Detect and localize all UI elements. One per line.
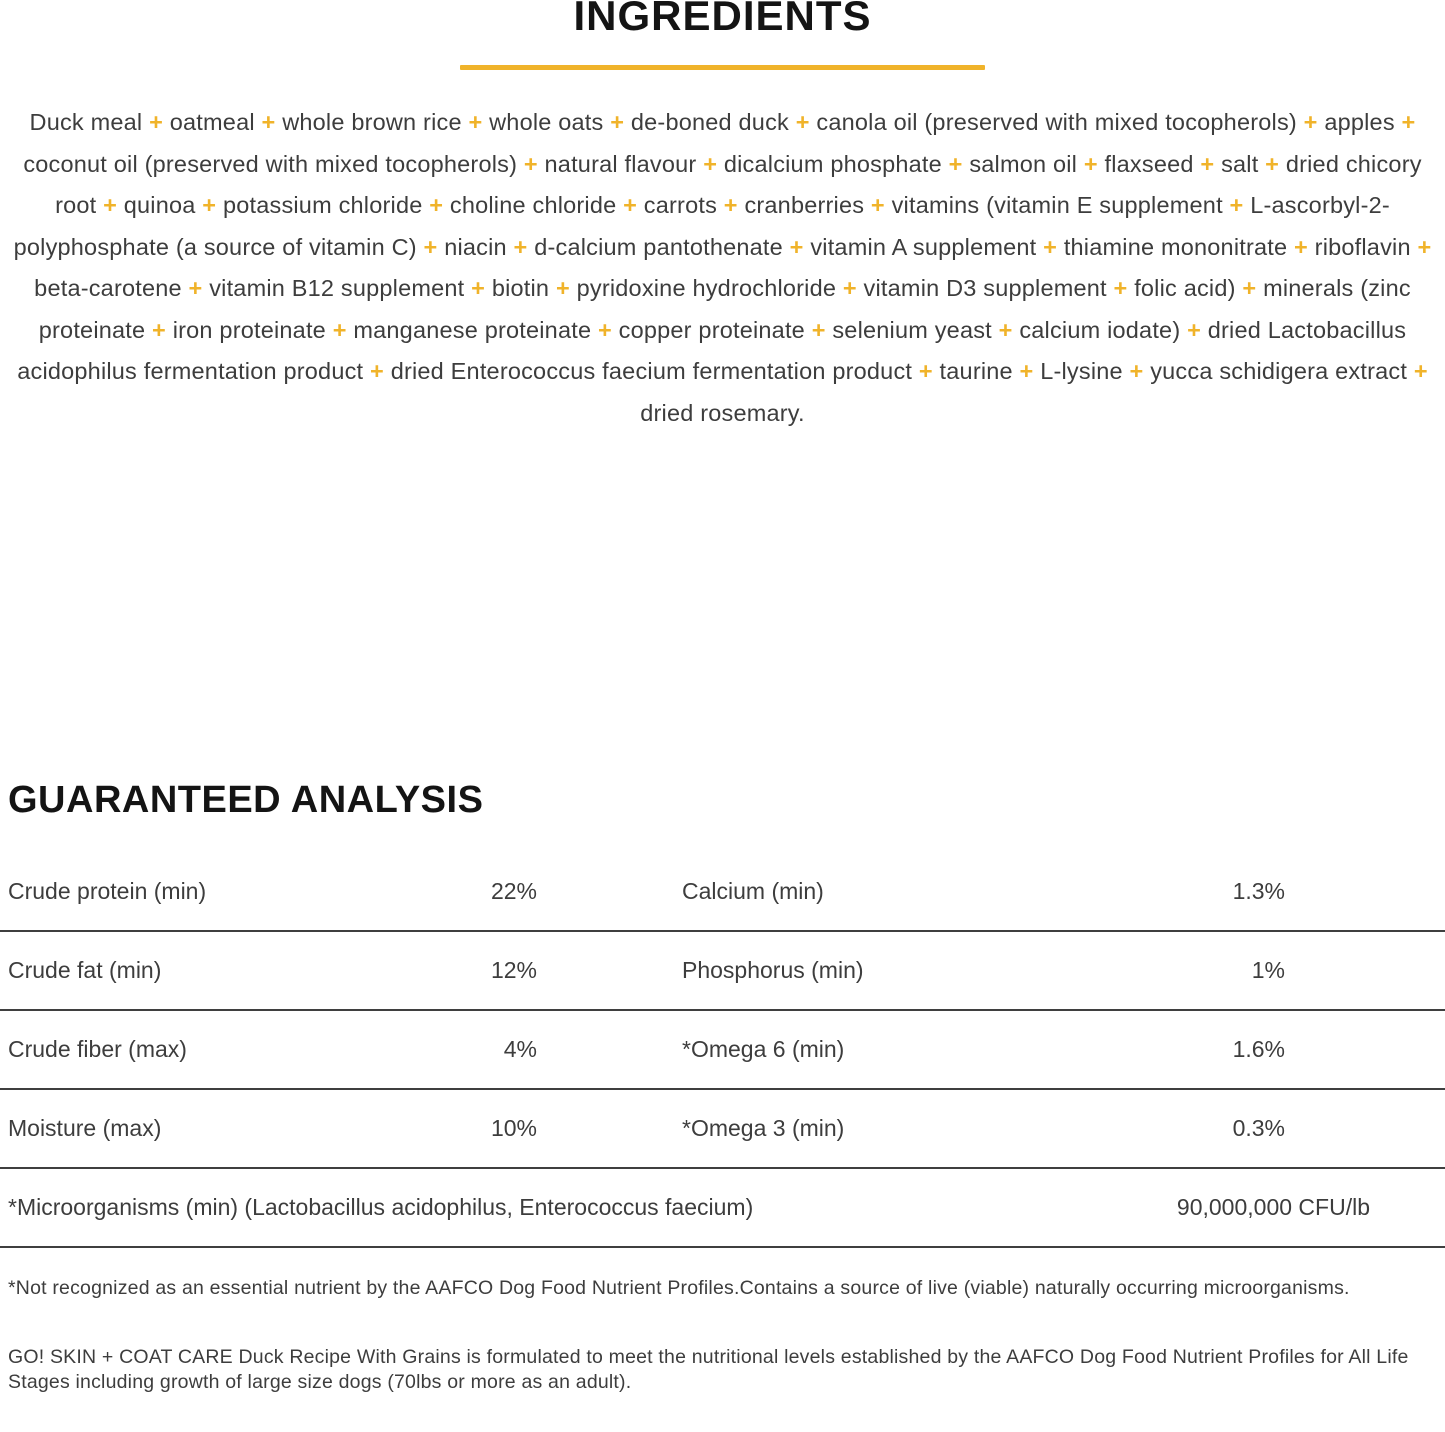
analysis-label: Phosphorus (min) [682,957,864,984]
footnote-formulation-statement: GO! SKIN + COAT CARE Duck Recipe With Grains is formulated to meet the nutritional levels established by the AAFCO Dog Food Nutrient Profiles for All Life Stages including growth of large size dogs (70lbs or more as an adult). [8,1346,1409,1394]
analysis-cell [682,957,1285,984]
analysis-cell [8,878,537,905]
ingredients-list: Duck meal + oatmeal + whole brown rice + whole oats + de-boned duck + canola oil (preserved with mixed tocopherols) + apples + coconut oil (preserved with mixed tocopherols) + natural flavour + dicalcium phosphate + salmon oil + flaxseed + salt + dried chicory root + quinoa + potassium chloride + choline chloride + carrots + cranberries + vitamins (vitamin E supplement + L-ascorbyl-2-polyphosphate (a source of vitamin C) + niacin + d-calcium pantothenate + vitamin A supplement + thiamine mononitrate + riboflavin + beta-carotene + vitamin B12 supplement + biotin + pyridoxine hydrochloride + vitamin D3 supplement + folic acid) + minerals (zinc proteinate + iron proteinate + manganese proteinate + copper proteinate + selenium yeast + calcium iodate) + dried Lactobacillus acidophilus fermentation product + dried Enterococcus faecium fermentation product + taurine + L-lysine + yucca schidigera extract + dried rosemary. [13,109,1432,426]
plus-separator-icon: + [789,233,804,260]
analysis-value: 12% [490,957,537,984]
plus-separator-icon: + [513,233,528,260]
analysis-cell [8,1036,537,1063]
plus-separator-icon: + [703,150,718,177]
analysis-label: Crude fat (min) [8,957,162,984]
plus-separator-icon: + [998,316,1013,343]
analysis-value: 1% [1251,957,1285,984]
plus-separator-icon: + [918,358,933,385]
plus-separator-icon: + [1019,358,1034,385]
plus-separator-icon: + [1187,316,1202,343]
plus-separator-icon: + [597,316,612,343]
analysis-label: Moisture (max) [8,1115,162,1142]
plus-separator-icon: + [623,192,638,219]
plus-separator-icon: + [370,358,384,385]
plus-separator-icon: + [1413,358,1428,385]
analysis-value: 4% [503,1036,537,1063]
plus-separator-icon: + [842,275,857,302]
analysis-row-protein-calcium [0,853,1445,932]
analysis-cell [682,1115,1285,1142]
plus-separator-icon: + [723,192,738,219]
analysis-value: 90,000,000 CFU/lb [1176,1194,1370,1221]
analysis-label: *Microorganisms (min) (Lactobacillus acidophilus, Enterococcus faecium) [8,1194,754,1221]
plus-separator-icon: + [103,192,118,219]
footnote-aafco-microorganisms: *Not recognized as an essential nutrient by the AAFCO Dog Food Nutrient Profiles.Contains a source of live (viable) naturally occurring microorganisms. [8,1277,1350,1300]
analysis-cell [682,878,1285,905]
plus-separator-icon: + [429,192,444,219]
guaranteed-analysis-title: GUARANTEED ANALYSIS [8,779,484,822]
plus-separator-icon: + [1294,233,1308,260]
plus-separator-icon: + [1265,150,1280,177]
plus-separator-icon: + [1229,192,1244,219]
plus-separator-icon: + [468,109,483,136]
plus-separator-icon: + [1417,233,1432,260]
analysis-cell [682,1036,1285,1063]
analysis-label: Crude protein (min) [8,878,207,905]
analysis-cell [8,1115,537,1142]
analysis-label: *Omega 6 (min) [682,1036,845,1063]
analysis-row-fat-phosphorus [0,932,1445,1011]
plus-separator-icon: + [1200,150,1215,177]
plus-separator-icon: + [1401,109,1416,136]
plus-separator-icon: + [523,150,538,177]
plus-separator-icon: + [152,316,166,343]
analysis-value: 22% [490,878,537,905]
plus-separator-icon: + [1083,150,1098,177]
analysis-row-microorganisms [0,1169,1445,1248]
plus-separator-icon: + [1242,275,1257,302]
plus-separator-icon: + [261,109,276,136]
ingredients-title: INGREDIENTS [573,0,872,39]
plus-separator-icon: + [1113,275,1128,302]
plus-separator-icon: + [423,233,438,260]
plus-separator-icon: + [1129,358,1144,385]
analysis-cell [8,957,537,984]
title-underline [460,65,985,70]
plus-separator-icon: + [870,192,885,219]
guaranteed-analysis-table [0,853,1445,1248]
plus-separator-icon: + [610,109,625,136]
plus-separator-icon: + [149,109,164,136]
analysis-value: 1.3% [1232,878,1285,905]
plus-separator-icon: + [1303,109,1318,136]
plus-separator-icon: + [811,316,826,343]
plus-separator-icon: + [948,150,963,177]
plus-separator-icon: + [202,192,217,219]
footnotes [0,1276,1445,1395]
analysis-label: Calcium (min) [682,878,824,905]
analysis-value: 10% [490,1115,537,1142]
plus-separator-icon: + [1043,233,1058,260]
analysis-label: Crude fiber (max) [8,1036,187,1063]
plus-separator-icon: + [188,275,203,302]
analysis-label: *Omega 3 (min) [682,1115,845,1142]
analysis-row-fiber-omega6 [0,1011,1445,1090]
analysis-value: 1.6% [1232,1036,1285,1063]
plus-separator-icon: + [332,316,347,343]
analysis-value: 0.3% [1232,1115,1285,1142]
plus-separator-icon: + [795,109,810,136]
analysis-row-moisture-omega3 [0,1090,1445,1169]
plus-separator-icon: + [471,275,486,302]
plus-separator-icon: + [555,275,570,302]
